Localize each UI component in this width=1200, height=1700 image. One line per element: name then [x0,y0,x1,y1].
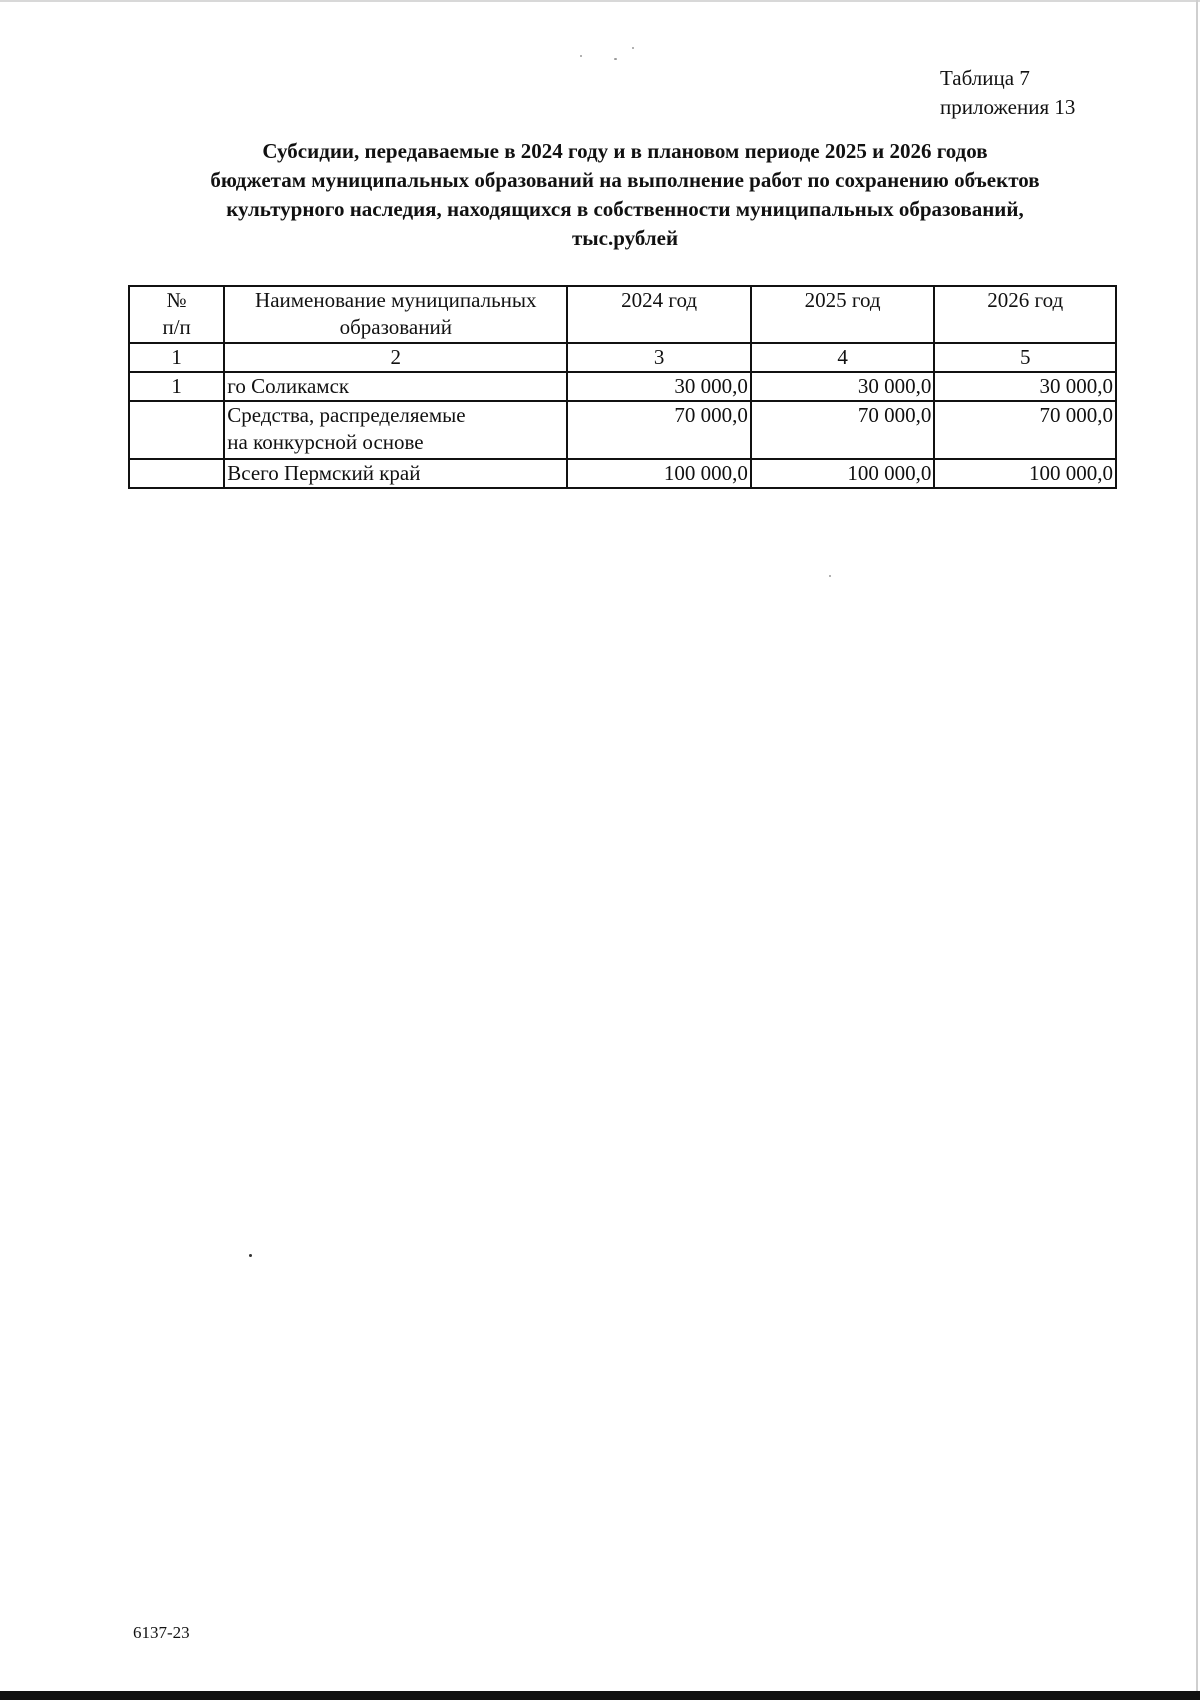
header-num [129,286,224,343]
header-num-abbr: п/п [162,315,191,339]
header-num-symbol: № [166,288,187,312]
table-total-row [129,459,1116,488]
table-caption [940,64,1075,122]
column-index: 1 [129,343,224,372]
column-index: 3 [567,343,751,372]
scan-speck [614,58,617,60]
row-value-2025: 30 000,0 [751,372,935,401]
row-value-2024: 100 000,0 [567,459,751,488]
row-value-2025: 100 000,0 [751,459,935,488]
row-name: го Соликамск [224,372,567,401]
scan-speck [580,55,582,57]
scan-speck [249,1254,252,1257]
row-num [129,401,224,459]
row-value-2024: 70 000,0 [567,401,751,459]
header-2025: 2025 год [751,286,935,343]
row-name-line: на конкурсной основе [227,430,424,454]
column-index: 2 [224,343,567,372]
scan-edge-bottom [0,1691,1200,1700]
row-value-2026: 100 000,0 [934,459,1116,488]
header-name-line: образований [339,315,452,339]
subsidies-table [128,285,1117,489]
column-index: 5 [934,343,1116,372]
header-2024: 2024 год [567,286,751,343]
column-index-row [129,343,1116,372]
scan-edge-right [1196,0,1198,1691]
header-name [224,286,567,343]
table-number-label: Таблица 7 [940,66,1030,90]
row-name [224,401,567,459]
table-row [129,372,1116,401]
title-line: культурного наследия, находящихся в собственности муниципальных образований, [226,197,1024,221]
row-value-2026: 30 000,0 [934,372,1116,401]
row-value-2024: 30 000,0 [567,372,751,401]
row-num [129,459,224,488]
table-header-row [129,286,1116,343]
scan-edge-top [0,0,1200,2]
document-title [120,137,1130,253]
title-units-line: тыс.рублей [571,226,679,250]
table-row [129,401,1116,459]
scan-speck [632,47,634,49]
document-code: 6137-23 [133,1623,190,1642]
header-2026: 2026 год [934,286,1116,343]
row-value-2025: 70 000,0 [751,401,935,459]
row-value-2026: 70 000,0 [934,401,1116,459]
header-name-line: Наименование муниципальных [255,288,537,312]
row-name: Всего Пермский край [224,459,567,488]
appendix-label: приложения 13 [940,95,1076,119]
scan-speck [829,575,831,577]
title-line: бюджетам муниципальных образований на выполнение работ по сохранению объектов [210,168,1040,192]
row-num: 1 [129,372,224,401]
column-index: 4 [751,343,935,372]
row-name-line: Средства, распределяемые [227,403,466,427]
title-line: Субсидии, передаваемые в 2024 году и в плановом периоде 2025 и 2026 годов [262,139,988,163]
